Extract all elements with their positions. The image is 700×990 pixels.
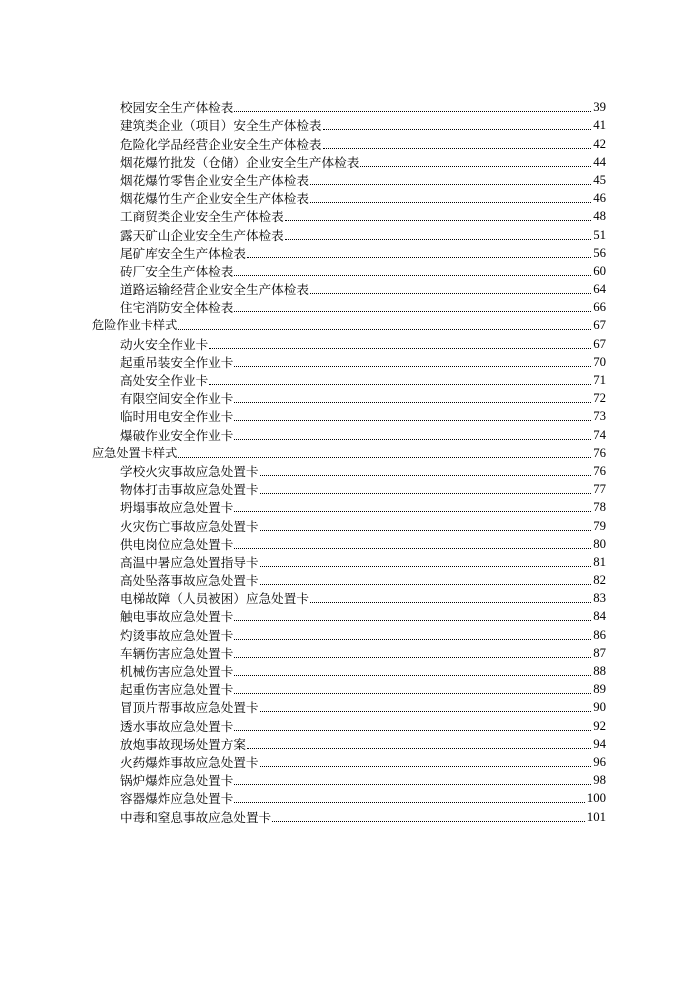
toc-entry[interactable]	[0, 333, 700, 351]
toc-entry[interactable]	[0, 461, 700, 479]
toc-entry-page-number: 101	[586, 809, 606, 824]
toc-entry[interactable]	[0, 97, 700, 115]
toc-entry[interactable]	[0, 261, 700, 279]
toc-entry[interactable]	[0, 552, 700, 570]
toc-entry-title: 有限空间安全作业卡	[120, 391, 234, 407]
toc-entry[interactable]	[0, 133, 700, 151]
toc-entry[interactable]	[0, 388, 700, 406]
toc-entry[interactable]	[0, 624, 700, 642]
toc-entry-title: 临时用电安全作业卡	[120, 409, 234, 425]
toc-entry[interactable]	[0, 406, 700, 424]
toc-entry-title: 危险化学品经营企业安全生产体检表	[120, 136, 322, 152]
dot-leader	[272, 820, 585, 822]
dot-leader	[260, 583, 592, 585]
toc-entry-title: 道路运输经营企业安全生产体检表	[120, 282, 309, 298]
dot-leader	[178, 328, 591, 330]
toc-entry-title: 烟花爆竹批发（仓储）企业安全生产体检表	[120, 154, 360, 170]
toc-section-entry[interactable]	[0, 315, 700, 333]
toc-entry-title: 供电岗位应急处置卡	[120, 536, 234, 552]
dot-leader	[260, 710, 592, 712]
toc-entry[interactable]	[0, 534, 700, 552]
toc-entry-title: 车辆伤害应急处置卡	[120, 645, 234, 661]
toc-entry-page-number: 83	[593, 591, 606, 606]
dot-leader	[234, 692, 591, 694]
toc-entry-page-number: 67	[593, 318, 606, 333]
dot-leader	[234, 310, 591, 312]
toc-entry-title: 中毒和窒息事故应急处置卡	[120, 809, 272, 825]
toc-entry-page-number: 51	[593, 227, 606, 242]
toc-entry-page-number: 67	[593, 336, 606, 351]
dot-leader	[310, 183, 591, 185]
toc-entry[interactable]	[0, 188, 700, 206]
toc-entry-page-number: 66	[593, 300, 606, 315]
toc-entry[interactable]	[0, 224, 700, 242]
dot-leader	[285, 238, 591, 240]
dot-leader	[234, 274, 591, 276]
dot-leader	[178, 456, 591, 458]
toc-entry-title: 烟花爆竹生产企业安全生产体检表	[120, 191, 309, 207]
dot-leader	[234, 619, 591, 621]
toc-entry-title: 爆破作业安全作业卡	[120, 427, 234, 443]
dot-leader	[234, 729, 591, 731]
dot-leader	[260, 565, 592, 567]
toc-entry-title: 灼烫事故应急处置卡	[120, 627, 234, 643]
toc-entry-title: 学校火灾事故应急处置卡	[120, 463, 259, 479]
toc-entry-title: 尾矿库安全生产体检表	[120, 245, 246, 261]
dot-leader	[209, 347, 591, 349]
toc-entry-title: 校园安全生产体检表	[120, 100, 234, 116]
toc-entry-page-number: 98	[593, 773, 606, 788]
toc-entry-page-number: 56	[593, 245, 606, 260]
toc-entry-title: 住宅消防安全体检表	[120, 300, 234, 316]
toc-entry-page-number: 72	[593, 391, 606, 406]
toc-entry[interactable]	[0, 170, 700, 188]
toc-entry-title: 高温中暑应急处置指导卡	[120, 554, 259, 570]
toc-entry-title: 机械伤害应急处置卡	[120, 664, 234, 679]
toc-entry[interactable]	[0, 588, 700, 606]
toc-entry-page-number: 78	[593, 500, 606, 515]
toc-entry[interactable]	[0, 788, 700, 806]
toc-entry-title: 危险作业卡样式	[92, 318, 178, 333]
toc-entry-page-number: 89	[593, 682, 606, 697]
toc-entry-page-number: 84	[593, 609, 606, 624]
toc-entry-title: 火药爆炸事故应急处置卡	[120, 754, 259, 770]
toc-entry[interactable]	[0, 243, 700, 261]
toc-entry-page-number: 45	[593, 172, 606, 187]
toc-entry-title: 起重吊装安全作业卡	[120, 354, 234, 370]
toc-entry[interactable]	[0, 497, 700, 515]
toc-entry-page-number: 39	[593, 100, 606, 115]
dot-leader	[234, 547, 591, 549]
toc-entry-title: 冒顶片帮事故应急处置卡	[120, 700, 259, 716]
toc-entry[interactable]	[0, 570, 700, 588]
toc-entry-title: 动火安全作业卡	[120, 336, 209, 352]
toc-entry-title: 起重伤害应急处置卡	[120, 682, 234, 698]
toc-entry-title: 触电事故应急处置卡	[120, 609, 234, 625]
toc-entry-title: 锅炉爆炸应急处置卡	[120, 773, 234, 789]
toc-entry[interactable]	[0, 643, 700, 661]
dot-leader	[310, 201, 591, 203]
toc-entry-page-number: 48	[593, 209, 606, 224]
dot-leader	[260, 492, 592, 494]
toc-entry-page-number: 44	[593, 154, 606, 169]
toc-entry-title: 建筑类企业（项目）安全生产体检表	[120, 118, 322, 134]
dot-leader	[234, 656, 591, 658]
toc-entry-page-number: 46	[593, 191, 606, 206]
toc-entry-title: 物体打击事故应急处置卡	[120, 482, 259, 498]
dot-leader	[323, 147, 592, 149]
toc-entry[interactable]	[0, 661, 700, 679]
dot-leader	[247, 747, 591, 749]
toc-entry-page-number: 41	[593, 118, 606, 133]
dot-leader	[310, 601, 591, 603]
toc-entry[interactable]	[0, 734, 700, 752]
toc-entry-page-number: 73	[593, 409, 606, 424]
toc-entry-title: 电梯故障（人员被困）应急处置卡	[120, 591, 309, 607]
dot-leader	[247, 256, 591, 258]
toc-entry[interactable]	[0, 679, 700, 697]
toc-entry[interactable]	[0, 297, 700, 315]
dot-leader	[310, 292, 591, 294]
toc-entry-title: 透水事故应急处置卡	[120, 718, 234, 734]
dot-leader	[234, 510, 591, 512]
toc-entry-title: 放炮事故现场处置方案	[120, 736, 246, 752]
dot-leader	[260, 765, 592, 767]
dot-leader	[234, 419, 591, 421]
toc-entry[interactable]	[0, 715, 700, 733]
toc-entry-page-number: 92	[593, 718, 606, 733]
toc-entry-page-number: 96	[593, 754, 606, 769]
dot-leader	[360, 165, 591, 167]
toc-entry-page-number: 74	[593, 427, 606, 442]
toc-entry[interactable]	[0, 424, 700, 442]
toc-entry-page-number: 88	[593, 664, 606, 678]
toc-entry[interactable]	[0, 770, 700, 788]
toc-entry[interactable]	[0, 152, 700, 170]
toc-entry-page-number: 42	[593, 136, 606, 151]
toc-entry-page-number: 86	[593, 627, 606, 642]
toc-entry-title: 工商贸类企业安全生产体检表	[120, 209, 284, 225]
toc-entry-page-number: 100	[586, 791, 606, 806]
toc-entry-page-number: 87	[593, 645, 606, 660]
dot-leader	[209, 383, 591, 385]
toc-entry[interactable]	[0, 479, 700, 497]
toc-entry-title: 容器爆炸应急处置卡	[120, 791, 234, 807]
dot-leader	[285, 219, 591, 221]
toc-entry-page-number: 82	[593, 573, 606, 588]
toc-entry-title: 高处安全作业卡	[120, 373, 209, 388]
toc-entry-page-number: 79	[593, 518, 606, 533]
toc-entry[interactable]	[0, 370, 700, 388]
toc-entry-page-number: 80	[593, 536, 606, 551]
toc-entry-page-number: 71	[593, 373, 606, 387]
toc-entry-page-number: 70	[593, 354, 606, 369]
dot-leader	[234, 438, 591, 440]
toc-entry[interactable]	[0, 115, 700, 133]
dot-leader	[234, 801, 584, 803]
toc-entry-title: 高处坠落事故应急处置卡	[120, 573, 259, 589]
toc-entry[interactable]	[0, 206, 700, 224]
toc-entry-page-number: 81	[593, 554, 606, 569]
toc-section-entry[interactable]	[0, 443, 700, 461]
toc-entry[interactable]	[0, 806, 700, 824]
toc-entry[interactable]	[0, 352, 700, 370]
dot-leader	[260, 529, 592, 531]
toc-entry[interactable]	[0, 515, 700, 533]
toc-entry-page-number: 76	[593, 463, 606, 478]
toc-entry[interactable]	[0, 606, 700, 624]
dot-leader	[234, 401, 591, 403]
dot-leader	[323, 128, 592, 130]
toc-entry-page-number: 77	[593, 482, 606, 497]
table-of-contents	[0, 97, 700, 825]
toc-entry-page-number: 76	[593, 445, 606, 460]
toc-entry-title: 火灾伤亡事故应急处置卡	[120, 518, 259, 534]
toc-entry-page-number: 94	[593, 736, 606, 751]
toc-entry[interactable]	[0, 697, 700, 715]
dot-leader	[234, 783, 591, 785]
dot-leader	[234, 110, 591, 112]
dot-leader	[234, 365, 591, 367]
toc-entry-title: 应急处置卡样式	[92, 445, 178, 460]
toc-entry[interactable]	[0, 752, 700, 770]
toc-entry-title: 砖厂安全生产体检表	[120, 263, 234, 279]
dot-leader	[234, 674, 591, 676]
dot-leader	[260, 474, 592, 476]
toc-entry-page-number: 60	[593, 263, 606, 278]
toc-entry-title: 坍塌事故应急处置卡	[120, 500, 234, 516]
toc-entry[interactable]	[0, 279, 700, 297]
dot-leader	[234, 638, 591, 640]
toc-entry-page-number: 64	[593, 282, 606, 297]
toc-entry-title: 露天矿山企业安全生产体检表	[120, 227, 284, 243]
toc-entry-page-number: 90	[593, 700, 606, 715]
toc-entry-title: 烟花爆竹零售企业安全生产体检表	[120, 172, 309, 188]
